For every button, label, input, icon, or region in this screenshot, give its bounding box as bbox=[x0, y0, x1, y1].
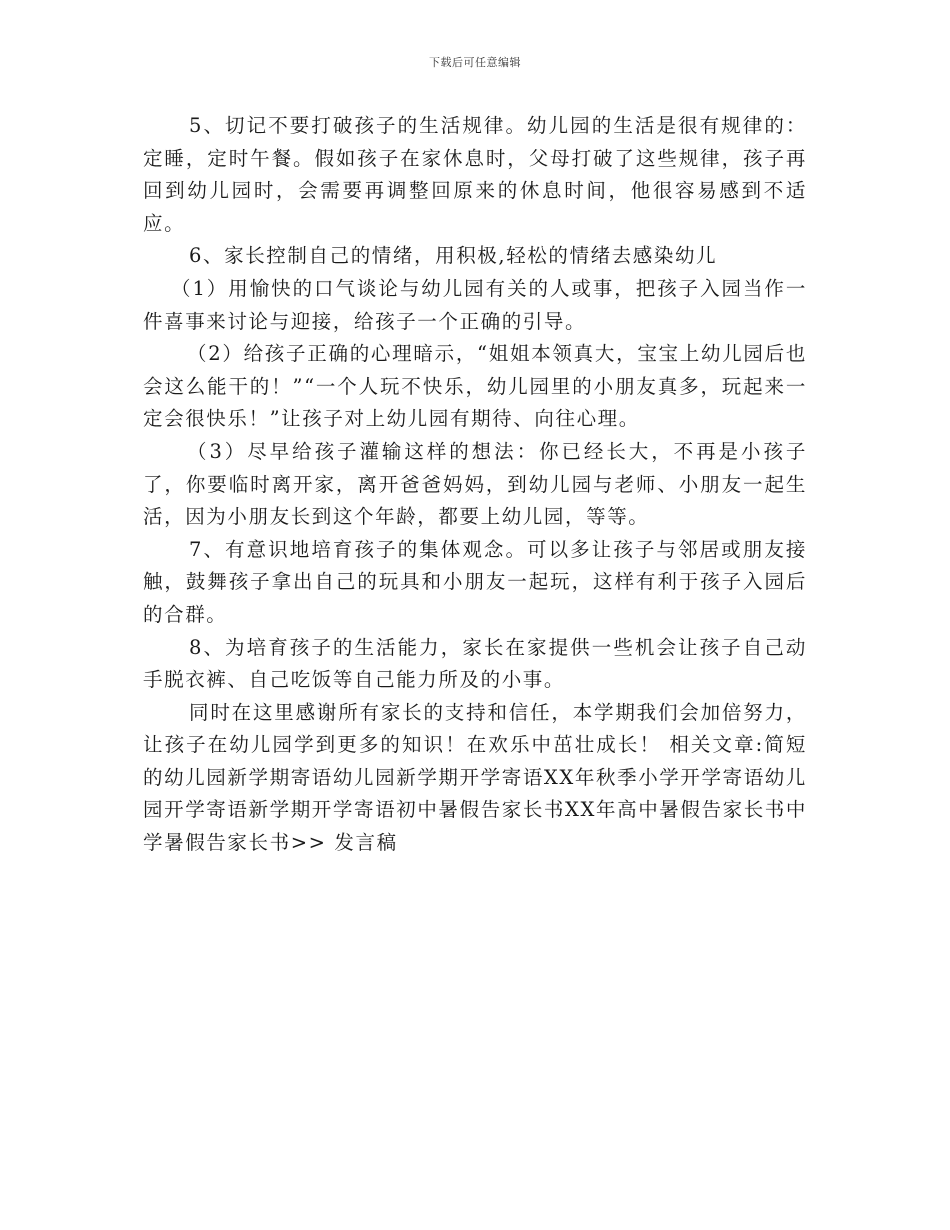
page-header: 下载后可任意编辑 bbox=[429, 56, 521, 69]
paragraph-item-7: 7、有意识地培育孩子的集体观念。可以多让孩子与邻居或朋友接触，鼓舞孩子拿出自己的玩具和小朋友一起玩，这样有利于孩子入园后的合群。 bbox=[143, 537, 807, 626]
paragraph-item-8: 8、为培育孩子的生活能力，家长在家提供一些机会让孩子自己动手脱衣裤、自己吃饭等自己能力所及的小事。 bbox=[143, 635, 807, 692]
paragraph-item-6-2: （2）给孩子正确的心理暗示，“姐姐本领真大，宝宝上幼儿园后也会这么能干的！”“一个人玩不快乐，幼儿园里的小朋友真多，玩起来一定会很快乐！”让孩子对上幼儿园有期待、向往心理。 bbox=[143, 342, 807, 431]
paragraph-item-6: 6、家长控制自己的情绪，用积极,轻松的情绪去感染幼儿 bbox=[189, 244, 718, 268]
paragraph-item-6-1: （1）用愉快的口气谈论与幼儿园有关的人或事，把孩子入园当作一件喜事来讨论与迎接，给孩子一个正确的引导。 bbox=[143, 276, 807, 333]
paragraph-item-5: 5、切记不要打破孩子的生活规律。幼儿园的生活是很有规律的：定睡，定时午餐。假如孩子在家休息时，父母打破了这些规律，孩子再回到幼儿园时，会需要再调整回原来的休息时间，他很容易感到不适应。 bbox=[143, 114, 807, 235]
paragraph-closing: 同时在这里感谢所有家长的支持和信任，本学期我们会加倍努力，让孩子在幼儿园学到更多的知识！在欢乐中茁壮成长！ 相关文章:简短的幼儿园新学期寄语幼儿园新学期开学寄语XX年秋季小学开学寄语幼儿园开学寄语新学期开学寄语初中暑假告家长书XX年高中暑假告家长书中学暑假告家长书>> 发言稿 bbox=[143, 700, 807, 855]
paragraph-item-6-3: （3）尽早给孩子灌输这样的想法：你已经长大，不再是小孩子了，你要临时离开家，离开爸爸妈妈，到幼儿园与老师、小朋友一起生活，因为小朋友长到这个年龄，都要上幼儿园，等等。 bbox=[143, 439, 807, 529]
document-body bbox=[143, 110, 807, 860]
